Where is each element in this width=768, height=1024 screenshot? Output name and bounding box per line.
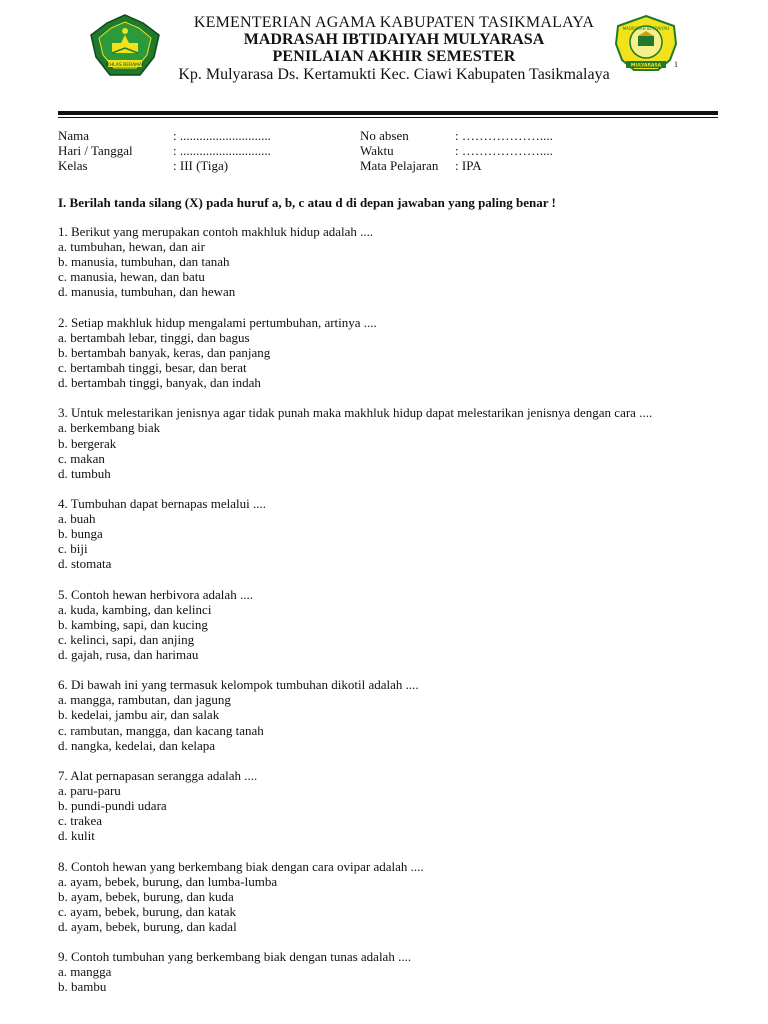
mapel-label: Mata Pelajaran	[360, 158, 439, 173]
option-d: d. tumbuh	[58, 465, 111, 481]
absen-label: No absen	[360, 128, 409, 143]
option-b: b. manusia, tumbuhan, dan tanah	[58, 254, 230, 270]
question-text: 3. Untuk melestarikan jenisnya agar tidak punah maka makhluk hidup dapat melestarikan jenisnya dengan cara ....	[58, 405, 653, 421]
option-d: d. kulit	[58, 828, 95, 844]
question-text: 7. Alat pernapasan serangga adalah ....	[58, 767, 258, 783]
hari-value: : ............................	[173, 143, 271, 158]
option-c: c. makan	[58, 450, 105, 466]
school-address: Kp. Mulyarasa Ds. Kertamukti Kec. Ciawi Kabupaten Tasikmalaya	[178, 66, 610, 83]
header-divider-thick	[58, 111, 718, 115]
info-row-hari	[58, 143, 718, 158]
info-row-kelas	[58, 158, 718, 173]
option-d: d. ayam, bebek, burung, dan kadal	[58, 918, 237, 934]
nama-value: : ............................	[173, 128, 271, 143]
question-9	[58, 949, 738, 994]
option-c: c. biji	[58, 541, 88, 557]
option-c: c. bertambah tinggi, besar, dan berat	[58, 359, 247, 375]
option-a: a. ayam, bebek, burung, dan lumba-lumba	[58, 873, 278, 889]
right-logo-top-caption: MADRASAH IBTIDAIYAH	[622, 26, 670, 31]
kelas-value: : III (Tiga)	[173, 158, 229, 173]
ministry-title: KEMENTERIAN AGAMA KABUPATEN TASIKMALAYA	[193, 14, 595, 31]
option-a: a. kuda, kambing, dan kelinci	[58, 601, 212, 617]
option-b: b. kambing, sapi, dan kucing	[58, 616, 208, 632]
left-logo-caption: IKHLAS BERAMAL	[105, 63, 145, 68]
option-a: a. mangga, rambutan, dan jagung	[58, 692, 231, 708]
option-b: b. bambu	[58, 979, 107, 995]
hari-label: Hari / Tanggal	[58, 143, 133, 158]
question-text: 5. Contoh hewan herbivora adalah ....	[58, 586, 253, 602]
option-a: a. buah	[58, 511, 96, 527]
option-b: b. kedelai, jambu air, dan salak	[58, 707, 220, 723]
option-a: a. paru-paru	[58, 783, 121, 799]
school-name: MADRASAH IBTIDAIYAH MULYARASA	[243, 31, 545, 48]
option-a: a. mangga	[58, 964, 112, 980]
info-row-nama	[58, 128, 718, 143]
question-text: 2. Setiap makhluk hidup mengalami pertumbuhan, artinya ....	[58, 314, 377, 330]
question-text: 4. Tumbuhan dapat bernapas melalui ....	[58, 495, 266, 511]
question-7	[58, 768, 738, 843]
option-d: d. manusia, tumbuhan, dan hewan	[58, 284, 236, 300]
question-1	[58, 224, 738, 299]
page-mark: 1	[674, 60, 678, 69]
question-4	[58, 496, 738, 571]
letterhead	[0, 0, 768, 120]
student-info	[58, 128, 718, 173]
question-text: 6. Di bawah ini yang termasuk kelompok tumbuhan dikotil adalah ....	[58, 677, 419, 693]
option-b: b. ayam, bebek, burung, dan kuda	[58, 888, 234, 904]
option-b: b. bertambah banyak, keras, dan panjang	[58, 344, 271, 360]
mapel-value: : IPA	[455, 158, 482, 173]
option-b: b. bunga	[58, 526, 103, 542]
question-text: 8. Contoh hewan yang berkembang biak dengan cara ovipar adalah ....	[58, 858, 424, 874]
question-text: 1. Berikut yang merupakan contoh makhluk hidup adalah ....	[58, 224, 374, 239]
option-d: d. nangka, kedelai, dan kelapa	[58, 737, 216, 753]
instruction-heading: I. Berilah tanda silang (X) pada huruf a, b, c atau d di depan jawaban yang paling benar !	[58, 195, 556, 210]
right-logo-bottom-caption: MULYARASA	[630, 63, 662, 69]
option-d: d. bertambah tinggi, banyak, dan indah	[58, 375, 261, 391]
question-3	[58, 405, 738, 480]
option-a: a. bertambah lebar, tinggi, dan bagus	[58, 329, 250, 345]
option-c: c. trakea	[58, 813, 103, 829]
option-c: c. manusia, hewan, dan batu	[58, 269, 205, 285]
question-6	[58, 677, 738, 752]
question-text: 9. Contoh tumbuhan yang berkembang biak dengan tunas adalah ....	[58, 949, 412, 965]
question-8	[58, 859, 738, 934]
absen-value: : ………………....	[455, 128, 553, 143]
option-d: d. stomata	[58, 556, 112, 572]
question-list	[58, 224, 738, 1010]
question-5	[58, 587, 738, 662]
option-b: b. bergerak	[58, 435, 117, 451]
kelas-label: Kelas	[58, 158, 88, 173]
nama-label: Nama	[58, 128, 90, 143]
option-a: a. tumbuhan, hewan, dan air	[58, 239, 205, 255]
option-a: a. berkembang biak	[58, 420, 161, 436]
option-d: d. gajah, rusa, dan harimau	[58, 647, 199, 662]
option-c: c. kelinci, sapi, dan anjing	[58, 631, 195, 647]
waktu-value: : ………………....	[455, 143, 553, 158]
waktu-label: Waktu	[360, 143, 394, 158]
header-divider-thin	[58, 117, 718, 118]
question-2	[58, 315, 738, 390]
option-c: c. rambutan, mangga, dan kacang tanah	[58, 722, 264, 738]
option-b: b. pundi-pundi udara	[58, 798, 167, 814]
exam-title: PENILAIAN AKHIR SEMESTER	[272, 48, 516, 65]
option-c: c. ayam, bebek, burung, dan katak	[58, 903, 236, 919]
